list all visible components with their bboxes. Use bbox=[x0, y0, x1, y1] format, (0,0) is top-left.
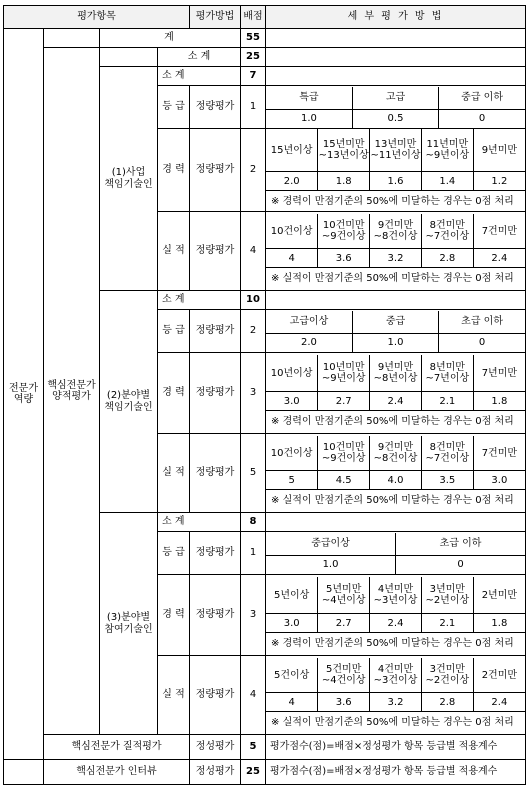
career-label: 경 력 bbox=[158, 129, 190, 212]
criteria-value: 1.8 bbox=[473, 392, 525, 411]
grade-detail bbox=[266, 310, 526, 353]
blank-cell bbox=[266, 513, 526, 532]
criteria-value: 0 bbox=[439, 109, 525, 128]
criteria-value: 1.8 bbox=[473, 614, 525, 633]
grade-criteria bbox=[266, 87, 525, 128]
header-method: 평가방법 bbox=[190, 6, 241, 29]
criteria-value: 3.0 bbox=[283, 395, 300, 407]
criteria-note: ※ 경력이 만점기준의 50%에 미달하는 경우는 0점 처리 bbox=[266, 191, 525, 212]
criteria-value: 4 bbox=[288, 696, 295, 708]
criteria-label: 고급 bbox=[352, 87, 438, 110]
group-subtotal-score: 8 bbox=[241, 513, 266, 532]
criteria-value: 3.0 bbox=[283, 617, 300, 629]
method-quant: 정량평가 bbox=[190, 212, 241, 291]
criteria-label: 8년미만 ~7년이상 bbox=[421, 355, 473, 392]
method-quant: 정량평가 bbox=[190, 656, 241, 735]
criteria-label: 10년미만 ~9년이상 bbox=[318, 355, 370, 392]
group-subtotal-score: 7 bbox=[241, 67, 266, 86]
criteria-note: ※ 실적이 만점기준의 50%에 미달하는 경우는 0점 처리 bbox=[266, 490, 525, 511]
criteria-label: 중급 이하 bbox=[439, 87, 525, 110]
method-quant: 정량평가 bbox=[190, 575, 241, 656]
blank-cell bbox=[4, 760, 44, 785]
criteria-value: 4.0 bbox=[370, 471, 422, 490]
criteria-label: 3건미만 ~2건이상 bbox=[421, 658, 473, 693]
method-quant: 정량평가 bbox=[190, 129, 241, 212]
criteria-note: ※ 실적이 만점기준의 50%에 미달하는 경우는 0점 처리 bbox=[266, 268, 525, 289]
criteria-note: ※ 경력이 만점기준의 50%에 미달하는 경우는 0점 처리 bbox=[266, 411, 525, 432]
criteria-label: 15년미만 ~13년이상 bbox=[318, 129, 370, 172]
criteria-value: 2.7 bbox=[318, 392, 370, 411]
header-items: 평가항목 bbox=[4, 6, 190, 29]
evaluation-sheet bbox=[3, 5, 525, 785]
criteria-value: 1.8 bbox=[318, 172, 370, 191]
criteria-label: 7건미만 bbox=[473, 436, 525, 471]
subtotal-label: 소 계 bbox=[158, 291, 241, 310]
qualitative-label: 핵심전문가 질적평가 bbox=[44, 735, 190, 760]
blank-cell bbox=[266, 67, 526, 86]
interview-detail: 평가점수(점)=배점×정성평가 항목 등급별 적용계수 bbox=[266, 760, 526, 785]
grade-label: 등 급 bbox=[158, 86, 190, 129]
header-detail: 세 부 평 가 방 법 bbox=[266, 6, 526, 29]
record-criteria bbox=[266, 436, 525, 510]
subtotal-label: 소 계 bbox=[158, 48, 241, 67]
criteria-label: 11년미만 ~9년이상 bbox=[421, 129, 473, 172]
criteria-label: 3년미만 ~2년이상 bbox=[421, 577, 473, 614]
criteria-value: 3.2 bbox=[370, 249, 422, 268]
criteria-value: 1.0 bbox=[300, 113, 317, 124]
criteria-value: 2.7 bbox=[318, 614, 370, 633]
criteria-value: 0.5 bbox=[352, 109, 438, 128]
core-expert-label: 핵심전문가 양적평가 bbox=[44, 48, 100, 735]
interview-score: 25 bbox=[241, 760, 266, 785]
grade-detail bbox=[266, 86, 526, 129]
total-row bbox=[4, 29, 526, 48]
grade-label: 등 급 bbox=[158, 532, 190, 575]
grade-score: 1 bbox=[241, 532, 266, 575]
grade-criteria bbox=[266, 533, 525, 574]
criteria-value: 1.0 bbox=[322, 559, 339, 570]
group-name: (1)사업 책임기술인 bbox=[100, 67, 158, 291]
core-subtotal-score: 25 bbox=[241, 48, 266, 67]
criteria-label: 9건미만 ~8건이상 bbox=[370, 214, 422, 249]
criteria-label: 13년미만 ~11년이상 bbox=[370, 129, 422, 172]
career-label: 경 력 bbox=[158, 575, 190, 656]
career-criteria bbox=[266, 129, 525, 211]
criteria-label: 15년이상 bbox=[266, 129, 318, 172]
criteria-value: 2.8 bbox=[421, 249, 473, 268]
criteria-label: 2년미만 bbox=[473, 577, 525, 614]
qualitative-row bbox=[4, 735, 526, 760]
header-row bbox=[4, 6, 526, 29]
career-detail bbox=[266, 353, 526, 434]
criteria-value: 3.5 bbox=[421, 471, 473, 490]
criteria-label: 9년미만 bbox=[473, 129, 525, 172]
criteria-value: 1.4 bbox=[421, 172, 473, 191]
criteria-value: 1.6 bbox=[370, 172, 422, 191]
criteria-value: 3.0 bbox=[473, 471, 525, 490]
criteria-value: 2.0 bbox=[300, 337, 317, 348]
group-subtotal-score: 10 bbox=[241, 291, 266, 310]
method-qual: 정성평가 bbox=[190, 735, 241, 760]
career-detail bbox=[266, 575, 526, 656]
criteria-value: 3.6 bbox=[318, 693, 370, 712]
career-label: 경 력 bbox=[158, 353, 190, 434]
criteria-label: 초급 이하 bbox=[396, 533, 526, 556]
method-quant: 정량평가 bbox=[190, 86, 241, 129]
criteria-label: 8건미만 ~7건이상 bbox=[421, 436, 473, 471]
criteria-label: 5년이상 bbox=[266, 577, 318, 614]
criteria-label: 4년미만 ~3년이상 bbox=[370, 577, 422, 614]
criteria-value: 5 bbox=[288, 474, 295, 486]
criteria-label: 7건미만 bbox=[473, 214, 525, 249]
method-quant: 정량평가 bbox=[190, 310, 241, 353]
criteria-label: 8건미만 ~7건이상 bbox=[421, 214, 473, 249]
total-score: 55 bbox=[241, 29, 266, 48]
career-score: 3 bbox=[241, 353, 266, 434]
interview-label: 핵심전문가 인터뷰 bbox=[44, 760, 190, 785]
criteria-label: 7년미만 bbox=[473, 355, 525, 392]
method-quant: 정량평가 bbox=[190, 434, 241, 513]
criteria-value: 4 bbox=[288, 252, 295, 264]
criteria-value: 2.4 bbox=[473, 693, 525, 712]
blank-cell bbox=[44, 29, 100, 48]
criteria-label: 9건미만 ~8건이상 bbox=[370, 436, 422, 471]
record-detail bbox=[266, 212, 526, 291]
criteria-label: 10건이상 bbox=[266, 214, 318, 249]
record-detail bbox=[266, 434, 526, 513]
career-score: 3 bbox=[241, 575, 266, 656]
grade-score: 2 bbox=[241, 310, 266, 353]
subtotal-label: 소 계 bbox=[158, 67, 241, 86]
record-score: 4 bbox=[241, 212, 266, 291]
criteria-value: 0 bbox=[439, 333, 525, 352]
evaluation-table bbox=[3, 5, 526, 785]
grade-score: 1 bbox=[241, 86, 266, 129]
criteria-value: 2.4 bbox=[370, 392, 422, 411]
criteria-value: 2.4 bbox=[370, 614, 422, 633]
record-score: 4 bbox=[241, 656, 266, 735]
blank-cell bbox=[266, 48, 526, 67]
record-label: 실 적 bbox=[158, 656, 190, 735]
method-quant: 정량평가 bbox=[190, 532, 241, 575]
record-label: 실 적 bbox=[158, 434, 190, 513]
group-name: (3)분야별 참여기술인 bbox=[100, 513, 158, 735]
grade-detail bbox=[266, 532, 526, 575]
subtotal-label: 소 계 bbox=[158, 513, 241, 532]
criteria-label: 특급 bbox=[266, 87, 352, 110]
criteria-label: 중급 bbox=[352, 311, 438, 334]
criteria-label: 5년미만 ~4년이상 bbox=[318, 577, 370, 614]
record-detail bbox=[266, 656, 526, 735]
career-criteria bbox=[266, 577, 525, 653]
blank-cell bbox=[266, 29, 526, 48]
criteria-value: 2.4 bbox=[473, 249, 525, 268]
group-name: (2)분야별 책임기술인 bbox=[100, 291, 158, 513]
blank-cell bbox=[100, 48, 158, 67]
record-score: 5 bbox=[241, 434, 266, 513]
criteria-value: 3.6 bbox=[318, 249, 370, 268]
record-label: 실 적 bbox=[158, 212, 190, 291]
criteria-value: 2.1 bbox=[421, 392, 473, 411]
criteria-label: 초급 이하 bbox=[439, 311, 525, 334]
career-detail bbox=[266, 129, 526, 212]
blank-cell bbox=[266, 291, 526, 310]
core-subtotal-row bbox=[4, 48, 526, 67]
interview-row bbox=[4, 760, 526, 785]
criteria-value: 0 bbox=[396, 555, 526, 574]
qualitative-score: 5 bbox=[241, 735, 266, 760]
criteria-label: 5건이상 bbox=[266, 658, 318, 693]
grade-label: 등 급 bbox=[158, 310, 190, 353]
criteria-value: 3.2 bbox=[370, 693, 422, 712]
record-criteria bbox=[266, 214, 525, 288]
criteria-label: 10건미만 ~9건이상 bbox=[318, 436, 370, 471]
criteria-label: 9년미만 ~8년이상 bbox=[370, 355, 422, 392]
criteria-value: 1.2 bbox=[473, 172, 525, 191]
criteria-label: 중급이상 bbox=[266, 533, 396, 556]
criteria-label: 10년이상 bbox=[266, 355, 318, 392]
criteria-value: 4.5 bbox=[318, 471, 370, 490]
criteria-value: 2.8 bbox=[421, 693, 473, 712]
header-score: 배점 bbox=[241, 6, 266, 29]
expert-capability-label: 전문가 역량 bbox=[4, 29, 44, 760]
criteria-note: ※ 경력이 만점기준의 50%에 미달하는 경우는 0점 처리 bbox=[266, 633, 525, 654]
criteria-note: ※ 실적이 만점기준의 50%에 미달하는 경우는 0점 처리 bbox=[266, 712, 525, 733]
criteria-value: 1.0 bbox=[352, 333, 438, 352]
career-score: 2 bbox=[241, 129, 266, 212]
criteria-value: 2.0 bbox=[283, 175, 300, 187]
criteria-label: 4건미만 ~3건이상 bbox=[370, 658, 422, 693]
method-qual: 정성평가 bbox=[190, 760, 241, 785]
criteria-label: 10건이상 bbox=[266, 436, 318, 471]
qualitative-detail: 평가점수(점)=배점×정성평가 항목 등급별 적용계수 bbox=[266, 735, 526, 760]
criteria-label: 2건미만 bbox=[473, 658, 525, 693]
grade-criteria bbox=[266, 311, 525, 352]
criteria-label: 10건미만 ~9건이상 bbox=[318, 214, 370, 249]
criteria-label: 5건미만 ~4건이상 bbox=[318, 658, 370, 693]
total-label: 계 bbox=[100, 29, 241, 48]
method-quant: 정량평가 bbox=[190, 353, 241, 434]
record-criteria bbox=[266, 658, 525, 732]
career-criteria bbox=[266, 355, 525, 431]
criteria-label: 고급이상 bbox=[266, 311, 352, 334]
criteria-value: 2.1 bbox=[421, 614, 473, 633]
